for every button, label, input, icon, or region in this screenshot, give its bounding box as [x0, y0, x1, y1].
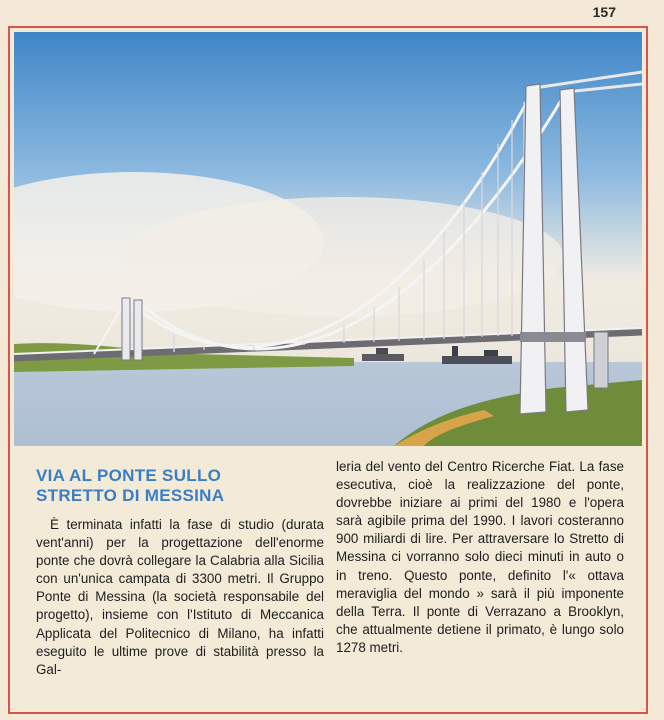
paragraph: leria del vento del Centro Ricerche Fiat. La fase esecutiva, cioè la realizzazione del ponte, dovrebbe iniziare ai primi del 1980 e l'opera sarà agibile prima del 1990. I lavori costeranno 900 miliardi di lire. Per attraversare lo Stretto di Messina ci vorranno solo dieci minuti in auto o in treno. Questo ponte, definito l'« ottava meraviglia del mondo » sarà il più imponente della Terra. Il ponte di Verrazano a Brooklyn, che attualmente detiene il primato, è lungo solo 1278 metri. [336, 459, 624, 655]
left-column-text [36, 516, 324, 679]
article-headline [36, 466, 324, 506]
left-column [36, 458, 324, 679]
right-column-text [336, 458, 624, 657]
bridge-illustration-svg [14, 32, 642, 446]
paragraph: È terminata infatti la fase di studio (durata vent'anni) per la progettazione dell'enorme ponte che dovrà collegare la Calabria alla Sicilia con un'unica campata di 3300 metri. Il Gruppo Ponte di Messina (la società responsabile del progetto), insieme con l'Istituto di Meccanica Applicata del Politecnico di Milano, ha infatti eseguito le ultime prove di stabilità presso la Gal- [36, 517, 324, 677]
page-number: 157 [592, 4, 616, 20]
bridge-illustration [14, 32, 642, 446]
article-frame [8, 26, 648, 714]
headline-line-1: VIA AL PONTE SULLO [36, 466, 222, 485]
article-columns [10, 458, 646, 712]
right-column [336, 458, 624, 657]
headline-line-2: STRETTO DI MESSINA [36, 486, 225, 505]
